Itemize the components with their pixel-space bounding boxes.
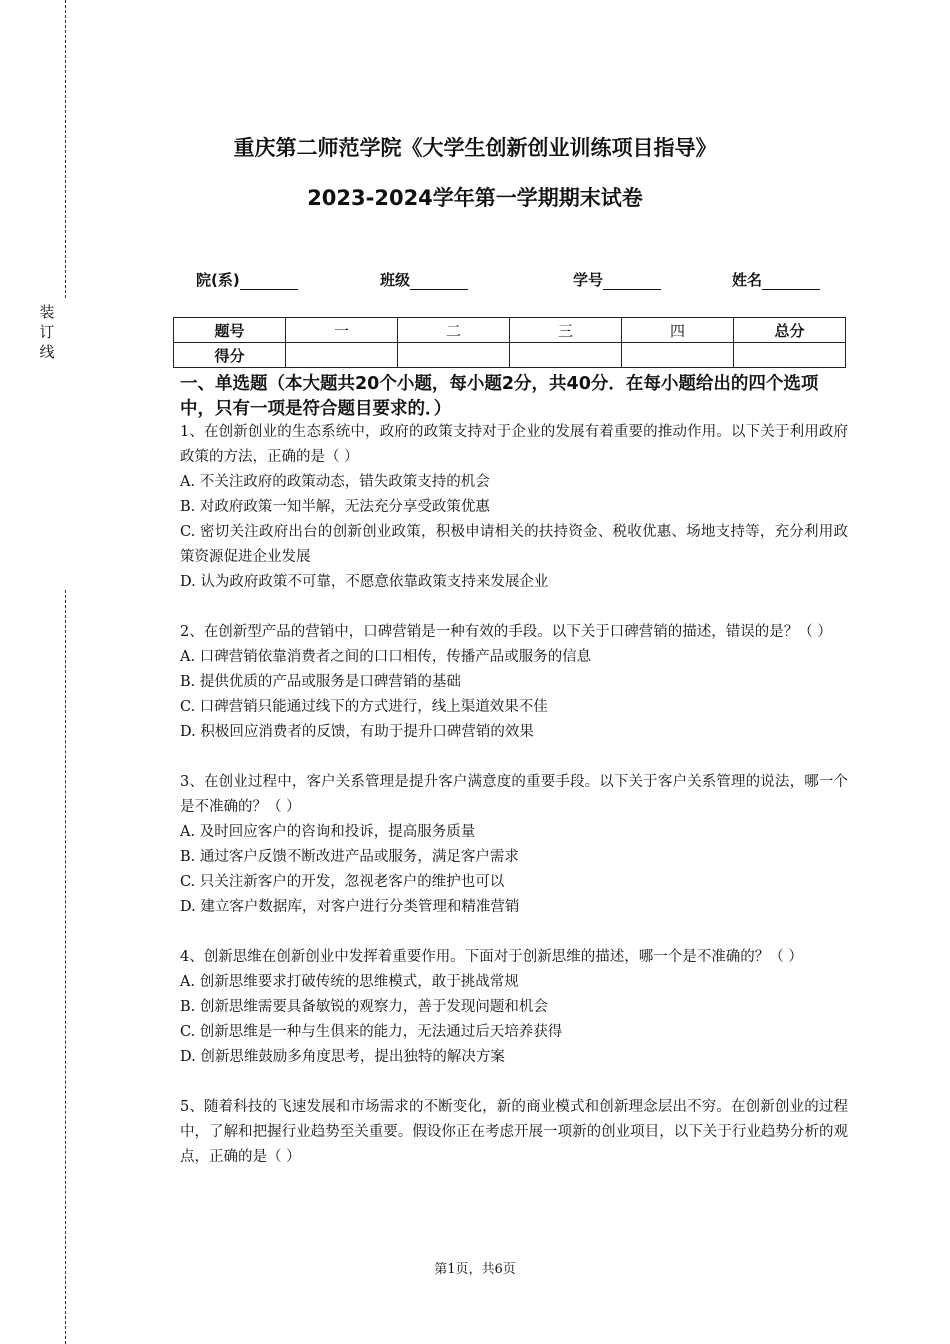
score-cell[interactable]: [622, 343, 734, 368]
question-item: [180, 420, 848, 595]
score-header-cell: 二: [398, 318, 510, 343]
question-option: A. 不关注政府的政策动态，错失政策支持的机会: [180, 474, 490, 490]
question-option: D. 积极回应消费者的反馈，有助于提升口碑营销的效果: [180, 724, 534, 740]
name-label: 姓名: [732, 271, 763, 289]
question-stem: 4、创新思维在创新创业中发挥着重要作用。下面对于创新思维的描述，哪一个是不准确的？（ ）: [180, 949, 803, 965]
question-item: [180, 945, 848, 1070]
score-cell[interactable]: [510, 343, 622, 368]
student-info-row: [0, 269, 950, 293]
question-option: D. 创新思维鼓励多角度思考，提出独特的解决方案: [180, 1049, 505, 1065]
question-stem: 3、在创业过程中，客户关系管理是提升客户满意度的重要手段。以下关于客户关系管理的说法，哪一个是不准确的？（ ）: [180, 774, 848, 815]
score-table-row: [174, 343, 846, 368]
question-item: [180, 620, 848, 745]
question-option: C. 只关注新客户的开发，忽视老客户的维护也可以: [180, 874, 505, 890]
question-option: B. 对政府政策一知半解，无法充分享受政策优惠: [180, 499, 490, 515]
question-option: D. 建立客户数据库，对客户进行分类管理和精准营销: [180, 899, 520, 915]
exam-subtitle: 2023-2024学年第一学期期末试卷: [307, 186, 643, 210]
page-number: 第1页，共6页: [434, 1262, 516, 1277]
score-header-cell: 四: [622, 318, 734, 343]
question-option: B. 通过客户反馈不断改进产品或服务，满足客户需求: [180, 849, 519, 865]
score-header-cell: 题号: [174, 318, 286, 343]
section-heading: 一、单选题（本大题共20个小题，每小题2分，共40分．在每小题给出的四个选项中，只有一项是符合题目要求的．）: [180, 374, 819, 419]
question-option: C. 口碑营销只能通过线下的方式进行，线上渠道效果不佳: [180, 699, 548, 715]
question-option: A. 及时回应客户的咨询和投诉，提高服务质量: [180, 824, 476, 840]
binding-label: [38, 302, 56, 362]
question-item: [180, 770, 848, 920]
question-stem: 1、在创新创业的生态系统中，政府的政策支持对于企业的发展有着重要的推动作用。以下关于利用政府政策的方法，正确的是（ ）: [180, 424, 848, 465]
question-stem: 2、在创新型产品的营销中，口碑营销是一种有效的手段。以下关于口碑营销的描述，错误的是？（ ）: [180, 624, 832, 640]
class-field[interactable]: [380, 269, 468, 290]
student-id-field[interactable]: [573, 269, 661, 290]
score-cell[interactable]: [398, 343, 510, 368]
department-field[interactable]: [196, 269, 298, 290]
binding-char: 装: [39, 303, 55, 321]
question-list: [180, 420, 848, 1195]
score-cell[interactable]: [286, 343, 398, 368]
question-option: A. 创新思维要求打破传统的思维模式，敢于挑战常规: [180, 974, 519, 990]
binding-dashed-line-bottom: [65, 590, 66, 1344]
score-row-label: 得分: [174, 343, 286, 368]
class-blank[interactable]: [410, 273, 468, 290]
binding-char: 线: [39, 343, 55, 361]
student-id-label: 学号: [573, 271, 604, 289]
question-option: A. 口碑营销依靠消费者之间的口口相传，传播产品或服务的信息: [180, 649, 592, 665]
student-id-blank[interactable]: [603, 273, 661, 290]
question-option: D. 认为政府政策不可靠，不愿意依靠政策支持来发展企业: [180, 574, 549, 590]
score-table: [173, 317, 846, 368]
score-header-cell: 三: [510, 318, 622, 343]
question-option: B. 创新思维需要具备敏锐的观察力，善于发现问题和机会: [180, 999, 548, 1015]
question-option: B. 提供优质的产品或服务是口碑营销的基础: [180, 674, 461, 690]
class-label: 班级: [380, 271, 411, 289]
score-cell[interactable]: [734, 343, 846, 368]
score-table-header-row: [174, 318, 846, 343]
department-blank[interactable]: [240, 273, 298, 290]
department-label: 院(系): [196, 271, 240, 289]
score-header-cell: 一: [286, 318, 398, 343]
exam-title: 重庆第二师范学院《大学生创新创业训练项目指导》: [233, 136, 717, 160]
score-header-cell: 总分: [734, 318, 846, 343]
question-item: [180, 1095, 848, 1170]
question-option: C. 密切关注政府出台的创新创业政策，积极申请相关的扶持资金、税收优惠、场地支持等，充分利用政策资源促进企业发展: [180, 524, 848, 565]
question-stem: 5、随着科技的飞速发展和市场需求的不断变化，新的商业模式和创新理念层出不穷。在创新创业的过程中，了解和把握行业趋势至关重要。假设你正在考虑开展一项新的创业项目，以下关于行业趋势分析的观点，正确的是（ ）: [180, 1099, 848, 1165]
question-option: C. 创新思维是一种与生俱来的能力，无法通过后天培养获得: [180, 1024, 563, 1040]
name-field[interactable]: [732, 269, 820, 290]
binding-char: 订: [39, 323, 55, 341]
name-blank[interactable]: [762, 273, 820, 290]
